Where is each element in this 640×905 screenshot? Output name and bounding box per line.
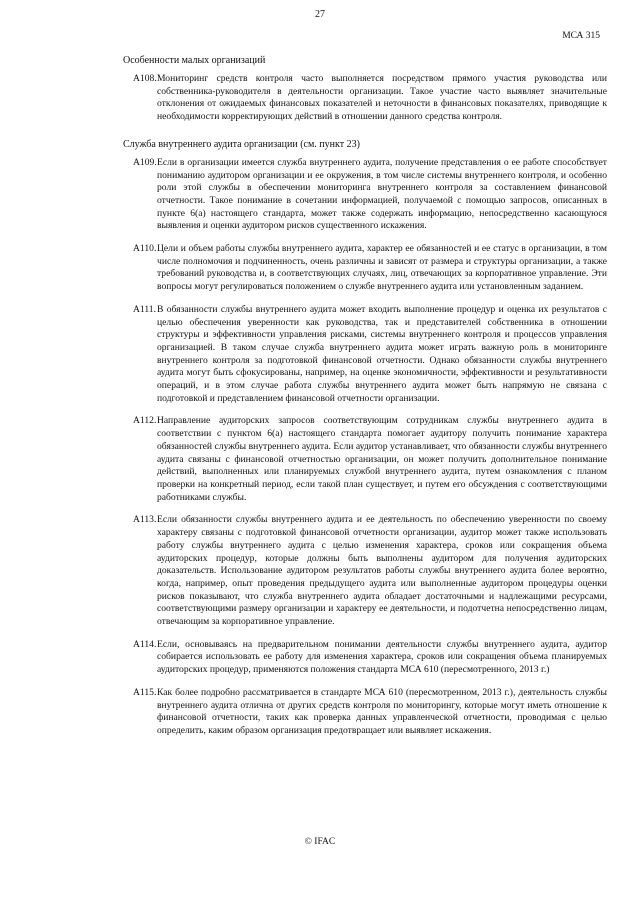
paragraph-text: Мониторинг средств контроля часто выполняется посредством прямого участия руководства или собственника-руководителя в деятельности организации. Такое участие часто выявляет значительные отклонения от ожидаемых финансовых показателей и неточности в финансовых показателях, приводящие к необходимости корректирующих действий в отношении данного средства контроля. [157,73,607,123]
paragraph-text: Направление аудиторских запросов соответствующим сотрудникам службы внутреннего аудита в соответствии с пунктом 6(а) настоящего стандарта помогает аудитору получить понимание характера обязанностей службы внутреннего аудита. Если аудитор устанавливает, что обязанности службы внутреннего аудита связаны с финансовой отчетностью организации, он может получить дополнительное понимание действий, выполненных или планируемых службой внутреннего аудита, путем ознакомления с планом проверки на конкретный период, если такой план существует, и путем его обсуждения с соответствующими работниками службы. [157,415,607,503]
paragraph-a111 [123,304,607,406]
paragraph-text: Если, основываясь на предварительном понимании деятельности службы внутреннего аудита, аудитор собирается использовать ее работу для изменения характера, сроков или сокращения объема планируемых аудиторских процедур, применяются положения стандарта МСА 610 (пересмотренного, 2013 г.) [157,638,607,676]
standard-code: МСА 315 [562,31,600,41]
paragraph-number: A111. [133,303,157,315]
section-heading-internal-audit: Служба внутреннего аудита организации (см. пункт 23) [123,138,360,150]
paragraph-a115 [123,687,607,738]
section-heading-small-entities: Особенности малых организаций [123,55,266,66]
paragraph-number: A113. [133,514,157,526]
paragraph-number: A109. [133,156,157,168]
paragraph-number: A112. [133,415,157,427]
paragraph-number: A108. [133,73,157,84]
paragraph-text: Цели и объем работы службы внутреннего аудита, характер ее обязанностей и ее статус в организации, в том числе полномочия и подчиненность, очень различны и зависят от размера и структуры организации, а также требований руководства и, в соответствующих случаях, лиц, отвечающих за корпоративное управление. Эти вопросы могут регулироваться положением о службе внутреннего аудита или установленным заданием. [157,243,607,293]
paragraph-number: A114. [133,638,157,650]
paragraph-a109 [123,157,607,233]
paragraph-text: Если обязанности службы внутреннего аудита и ее деятельность по обеспечению уверенности по своему характеру связаны с подготовкой финансовой отчетности организации, аудитор может также использовать работу службы внутреннего аудита с целью изменения характера, сроков или сокращения объема аудиторских процедур, которые должны быть выполнены аудитором для получения аудиторских доказательств. Использование аудитором результатов работы службы внутреннего аудита более вероятно, когда, например, опыт проведения предыдущего аудита или выполненные аудитором процедуры оценки рисков показывают, что служба внутреннего аудита обладает достаточными и надлежащими ресурсами, соответствующими размеру организации и характеру ее деятельности, и подотчетна непосредственно лицам, отвечающим за корпоративное управление. [157,514,607,628]
document-body [123,54,607,748]
paragraph-number: A115. [133,686,157,698]
paragraph-a114 [123,639,607,677]
paragraph-text: Если в организации имеется служба внутреннего аудита, получение представления о ее работе способствует пониманию аудитором организации и ее окружения, в том числе системы внутреннего контроля, и особенно роли этой службы в обеспечении мониторинга внутреннего контроля за составлением финансовой отчетности. Такое понимание в сочетании информацией, получаемой с помощью запросов, описанных в пункте 6(а) настоящего стандарта, может также содержать информацию, непосредственно касающуюся выявления и оценки аудитором рисков существенного искажения. [157,156,607,232]
copyright-footer: © IFAC [304,837,336,847]
paragraph-a113 [123,514,607,628]
paragraph-a108 [123,73,607,124]
paragraph-a110 [123,243,607,294]
paragraph-a112 [123,415,607,504]
paragraph-number: A110. [133,243,157,255]
paragraph-text: Как более подробно рассматривается в стандарте МСА 610 (пересмотренном, 2013 г.), деятельность службы внутреннего аудита отлична от других средств контроля по мониторингу, которые могут иметь отношение к финансовой отчетности, таких как проверка данных управленческой отчетности, проводимая с целью определить, каким образом организация предотвращает или выявляет искажения. [157,686,607,736]
page-number: 27 [315,9,325,20]
paragraph-text: В обязанности службы внутреннего аудита может входить выполнение процедур и оценка их результатов с целью обеспечения уверенности как руководства, так и представителей собственника в отношении структуры и эффективности управления рисками, системы внутреннего контроля и процессов управления организацией. В таком случае служба внутреннего аудита может играть важную роль в мониторинге внутреннего контроля за подготовкой финансовой отчетности. Однако обязанности службы внутреннего аудита могут быть сфокусированы, например, на оценке экономичности, эффективности и результативности операций, и в этом случае работа службы внутреннего аудита может быть напрямую не связана с подготовкой и представлением финансовой отчетности организации. [157,303,607,404]
